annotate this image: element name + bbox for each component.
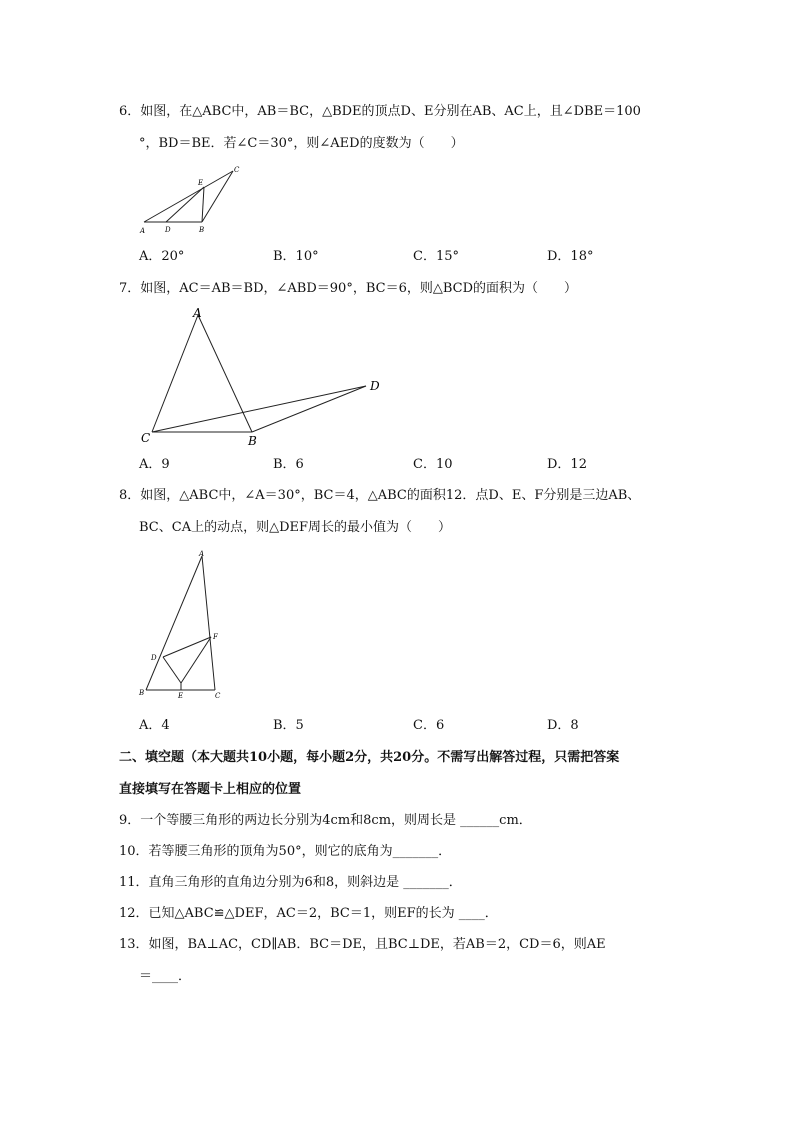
q8-fig-label-c: C [215, 692, 221, 700]
q6-figure [140, 165, 240, 235]
q7-line1: 7．如图，AC＝AB＝BD，∠ABD＝90°，BC＝6，则△BCD的面积为（ ） [119, 281, 577, 296]
q6-fig-label-b: B [199, 226, 205, 234]
q6-line2: °，BD＝BE．若∠C＝30°，则∠AED的度数为（ ） [139, 136, 464, 151]
q8-option-d: D．8 [547, 718, 579, 733]
q7-option-d: D．12 [547, 457, 587, 472]
q7-figure [138, 305, 388, 450]
q6-fig-label-e: E [198, 179, 204, 187]
q6-line1: 6．如图，在△ABC中，AB＝BC，△BDE的顶点D、E分别在AB、AC上，且∠DBE＝100 [119, 104, 641, 119]
q6-option-d: D．18° [547, 249, 594, 264]
section2-heading-line1: 二、填空题（本大题共10小题，每小题2分，共20分。不需写出解答过程，只需把答案 [119, 750, 620, 765]
q9-text: 9．一个等腰三角形的两边长分别为4cm和8cm，则周长是 ______cm． [119, 813, 532, 828]
q6-option-a: A．20° [139, 249, 185, 264]
q8-line1: 8．如图，△ABC中，∠A＝30°，BC＝4，△ABC的面积12．点D、E、F分别是三边AB、 [119, 488, 641, 503]
q6-fig-label-d: D [165, 226, 171, 234]
q7-fig-label-b: B [248, 434, 257, 448]
q8-fig-label-b: B [139, 689, 145, 697]
q8-line2: BC、CA上的动点，则△DEF周长的最小值为（ ） [139, 520, 452, 535]
q8-figure [135, 548, 235, 708]
q6-fig-label-a: A [140, 227, 146, 235]
q8-option-c: C．6 [413, 718, 445, 733]
q12-text: 12．已知△ABC≌△DEF，AC＝2，BC＝1，则EF的长为 ____． [119, 906, 498, 921]
q7-option-b: B．6 [273, 457, 304, 472]
q6-fig-label-c: C [234, 166, 240, 174]
q7-option-c: C．10 [413, 457, 453, 472]
q11-text: 11．直角三角形的直角边分别为6和8，则斜边是 _______． [119, 875, 462, 890]
q7-fig-label-d: D [370, 379, 380, 393]
q6-option-b: B．10° [273, 249, 319, 264]
q8-fig-label-a: A [199, 550, 205, 558]
q8-fig-label-f: F [213, 633, 218, 641]
q8-fig-label-e: E [178, 692, 184, 700]
q8-fig-label-d: D [151, 654, 157, 662]
q6-option-c: C．15° [413, 249, 459, 264]
q8-option-b: B．5 [273, 718, 304, 733]
q7-fig-label-c: C [141, 431, 151, 445]
q10-text: 10．若等腰三角形的顶角为50°，则它的底角为_______． [119, 844, 452, 859]
q13-line2: ＝____． [139, 969, 192, 984]
section2-heading-line2: 直接填写在答题卡上相应的位置 [119, 782, 302, 797]
q7-option-a: A．9 [139, 457, 170, 472]
q8-option-a: A．4 [139, 718, 170, 733]
q7-fig-label-a: A [193, 306, 202, 320]
q13-line1: 13．如图，BA⊥AC，CD∥AB．BC＝DE，且BC⊥DE，若AB＝2，CD＝6，则AE [119, 937, 606, 952]
